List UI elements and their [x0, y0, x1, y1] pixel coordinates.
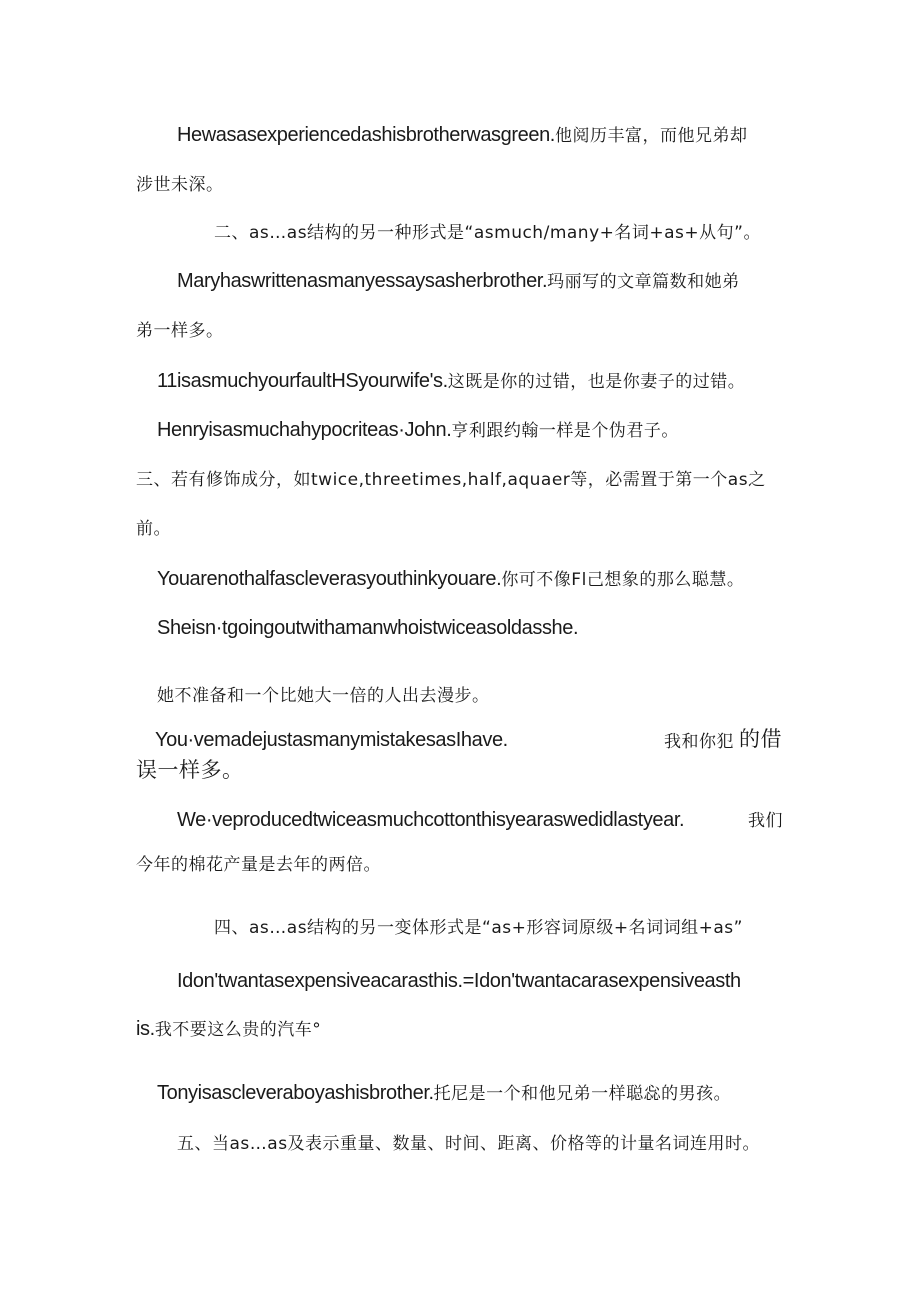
example-translation-cn: 我不要这么贵的汽车° [154, 1020, 322, 1040]
line-11: Sheisn·tgoingoutwithamanwhoistwiceasoldasshe. [157, 617, 579, 639]
line-5: 弟一样多。 [136, 321, 224, 341]
example-sentence-en: We·veproducedtwiceasmuchcottonthisyearaswedidlastyear. [177, 809, 685, 831]
example-sentence-en: You·vemadejustasmanymistakesasIhave. [155, 729, 508, 751]
example-translation-cn: 我和你犯 [664, 732, 734, 752]
line-1 [177, 122, 747, 149]
line-12: 她不准备和一个比她大一倍的人出去漫步。 [157, 686, 490, 706]
line-20 [157, 1080, 731, 1107]
line-2: 涉世未深。 [136, 175, 224, 195]
line-13 [155, 727, 795, 754]
section-heading-2: 二、as…as结构的另一种形式是“asmuch/many+名词+as+从句”。 [214, 223, 761, 243]
example-translation-cn: 这既是你的过错，也是你妻子的过错。 [447, 372, 746, 392]
line-6 [157, 368, 745, 395]
line-14: 误一样多。 [136, 758, 244, 782]
example-translation-cn: 亨利跟约翰一样是个伪君子。 [451, 421, 679, 441]
example-translation-cn-large: 的借 [739, 727, 782, 751]
example-translation-cn: 他阅历丰富，而他兄弟却 [554, 126, 748, 146]
example-sentence-en: 11isasmuchyourfaultHSyourwife's. [157, 370, 448, 392]
example-sentence-en: is. [136, 1018, 155, 1040]
example-sentence-en: Tonyisascleveraboyashisbrother. [157, 1082, 434, 1104]
line-4 [177, 268, 740, 295]
section-heading-5: 五、当as…as及表示重量、数量、时间、距离、价格等的计量名词连用时。 [177, 1134, 761, 1154]
example-translation-cn: 我们 [748, 811, 783, 831]
section-heading-4: 四、as…as结构的另一变体形式是“as+形容词原级+名词词组+as” [214, 918, 743, 938]
example-translation-cn: 你可不像Fl己想象的那么聪慧。 [501, 570, 745, 590]
example-translation-cn: 玛丽写的文章篇数和她弟 [547, 272, 740, 292]
line-19 [136, 1016, 321, 1043]
line-18: Idon'twantasexpensiveacarasthis.=Idon'twantacarasexpensiveasth [177, 970, 741, 992]
example-translation-cn: 托尼是一个和他兄弟一样聪惢的男孩。 [433, 1084, 732, 1104]
line-9: 前。 [136, 519, 171, 539]
example-sentence-en: Maryhaswrittenasmanyessaysasherbrother. [177, 270, 548, 292]
example-sentence-en: Hewasasexperiencedashisbrotherwasgreen. [177, 124, 555, 146]
example-sentence-en: Henryisasmuchahypocriteas·John. [157, 419, 452, 441]
line-15 [177, 807, 787, 834]
line-7 [157, 417, 679, 444]
line-16: 今年的棉花产量是去年的两倍。 [136, 855, 381, 875]
line-10 [157, 566, 744, 593]
example-sentence-en: Youarenothalfascleverasyouthinkyouare. [157, 568, 502, 590]
section-heading-3: 三、若有修饰成分，如twice,threetimes,half,aquaer等，必需置于第一个as之 [136, 470, 766, 490]
